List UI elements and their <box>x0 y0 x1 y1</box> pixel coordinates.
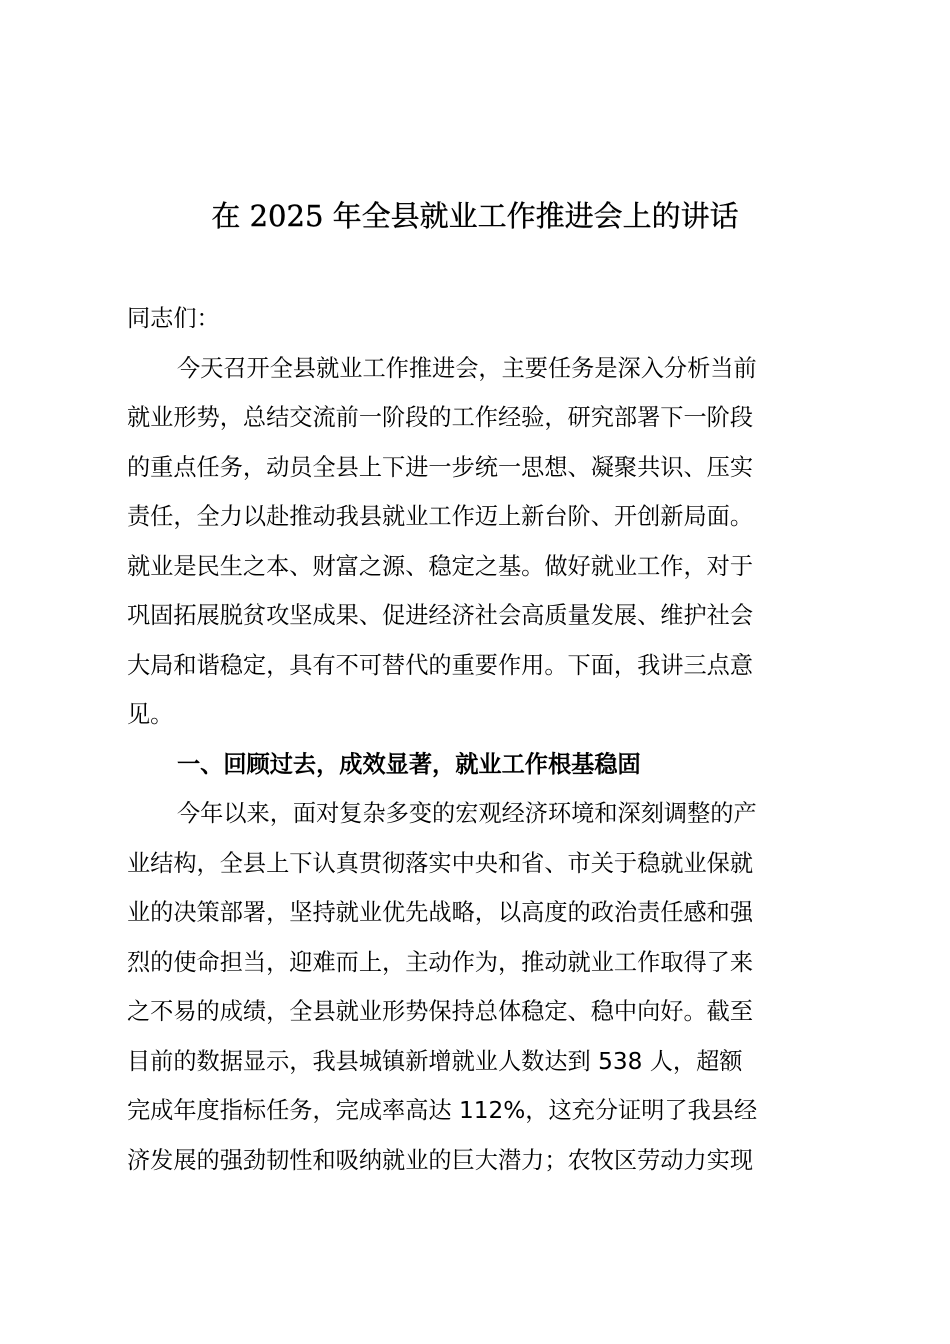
paragraph-line: 济发展的强劲韧性和吸纳就业的巨大潜力；农牧区劳动力实现 <box>127 1146 754 1174</box>
paragraph-line: 责任，全力以赴推动我县就业工作迈上新台阶、开创新局面。 <box>127 503 754 530</box>
paragraph-line: 目前的数据显示，我县城镇新增就业人数达到 538 人，超额 <box>127 1047 743 1075</box>
paragraph-line: 大局和谐稳定，具有不可替代的重要作用。下面，我讲三点意 <box>127 651 754 679</box>
document-title: 在 2025 年全县就业工作推进会上的讲话 <box>211 199 739 233</box>
paragraph-line: 今年以来，面对复杂多变的宏观经济环境和深刻调整的产 <box>177 800 757 827</box>
paragraph-line: 的重点任务，动员全县上下进一步统一思想、凝聚共识、压实 <box>127 453 754 481</box>
paragraph-line: 烈的使命担当，迎难而上，主动作为，推动就业工作取得了来 <box>127 948 754 976</box>
paragraph-line: 之不易的成绩，全县就业形势保持总体稳定、稳中向好。截至 <box>127 998 754 1025</box>
paragraph-line: 完成年度指标任务，完成率高达 112%，这充分证明了我县经 <box>127 1097 758 1124</box>
paragraph-line: 今天召开全县就业工作推进会，主要任务是深入分析当前 <box>177 354 757 382</box>
section-heading: 一、回顾过去，成效显著，就业工作根基稳固 <box>177 750 641 778</box>
paragraph-line: 巩固拓展脱贫攻坚成果、促进经济社会高质量发展、维护社会 <box>127 602 754 629</box>
document-body <box>127 294 827 1185</box>
greeting: 同志们： <box>127 305 220 332</box>
paragraph-line: 见。 <box>127 701 174 728</box>
paragraph-line: 业结构，全县上下认真贯彻落实中央和省、市关于稳就业保就 <box>127 849 754 877</box>
paragraph-line: 就业形势，总结交流前一阶段的工作经验，研究部署下一阶段 <box>127 404 754 431</box>
paragraph-line: 就业是民生之本、财富之源、稳定之基。做好就业工作，对于 <box>127 552 754 580</box>
paragraph-line: 业的决策部署，坚持就业优先战略，以高度的政治责任感和强 <box>127 899 754 926</box>
